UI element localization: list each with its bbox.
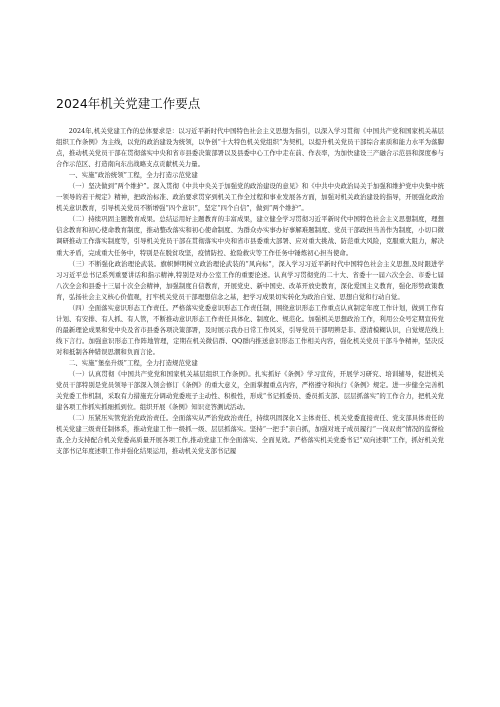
document-body bbox=[56, 126, 444, 457]
document-title: 2024年机关党建工作要点 bbox=[56, 96, 201, 111]
body-paragraph: （三）不断强化政治理论武装。旗帜鲜明树立政治理论武装的“风向标”，深入学习习近平新时代中国特色社会主义思想,及时跟进学习习近平总书记系列重要讲话和指示精神,特别是对办公室工作的重要论述。认真学习贯彻党的二十大、省委十一届六次全会、市委七届八次全会和县委十三届十次全会精神，加强制度自信教育，开展党史、新中国史、改革开放史教育，深化爱国主义教育，强化形势政策教育，弘扬社会主义核心价值观，打牢机关党员干部理想信念之基，把学习成果切实转化为政治自觉、思想自觉和行动自觉。 bbox=[56, 259, 444, 301]
intro-paragraph: 2024年,机关党建工作的总体要求是：以习近平新时代中国特色社会主义思想为指引，以深入学习贯彻《中国共产党和国家机关基层组织工作条例》为主线，以党的政治建设为统领，以争创“十大特色机关党组织”为契机，以提升机关党员干部综合素质和能力水平为落脚点，推动机关党员干部在贯彻落实中央和省市县委决策部署以及县委中心工作中走在前、作表率，为加快建设三产融合示范县和深度参与合作示范区、打造南向东出战略支点贡献机关力量。 bbox=[56, 127, 444, 169]
section-heading-2: 二、实施“堡垒升级”工程，全力打造规范党建 bbox=[68, 358, 198, 367]
body-paragraph: （一）坚决做到“两个维护”。深入贯彻《中共中央关于加强党的政治建设的意见》和《中共中央政治局关于加强和维护党中央集中统一领导的若干规定》精神，把政治标准、政治要求贯穿到机关工作全过程和事业发展各方面，加强对机关政治建设的指导，开展强化政治机关意识教育，引导机关党员不断增强“四个意识”，坚定“四个自信”，做到“两个维护”。 bbox=[56, 182, 444, 213]
body-paragraph: （一）认真贯彻《中国共产党党和国家机关基层组织工作条例》。扎实抓好《条例》学习宣传，开展学习研究、培训辅导，促进机关党员干部特别是党员领导干部深入领会修订《条例》的重大意义，全面掌握重点内容，严格遵守和执行《条例》规定。进一步健全完善机关党委工作机制，采取有力措施充分调动党委班子主动性、积极性，形成“书记抓委员、委员抓支部、层层抓落实”的工作合力，把机关党建各项工作抓实抓细抓到位。组织开展《条例》知识竞答测试活动。 bbox=[56, 370, 444, 412]
body-paragraph: （二）持续巩固主题教育成果。总结运用好主题教育的丰富成果，建立健全学习贯彻习近平新时代中国特色社会主义思想制度，理想信念教育和初心使命教育制度，推动整改落实和初心使命制度、为群众办实事办好事解难题制度、党员干部政担当善作为制度，小切口微调研推动工作落实制度等，引导机关党员干部在贯彻落实中央和省市县委重大部署、应对重大挑战、防范重大风险，克服重大阻力，解决重大矛盾，完成重大任务中，特别是在脱贫攻坚，疫情防控、抢险救灾等工作任务中锤炼初心担当使命。 bbox=[56, 215, 444, 257]
section-heading-1: 一、实施“政治统领”工程，全力打造示范党建 bbox=[68, 171, 198, 180]
body-paragraph: （二）压紧压实管党治党政治责任。全面落实从严治党政治责任，持续巩固深化Ｘ主体责任、机关党委直接责任、党支部具体责任的机关党建三级责任制体系，推动党建工作一级抓一级、层层抓落实。坚持“一把手”亲自抓，加强对班子成员履行“一岗双责”情况的监督检查,全力支持配合机关党委高质量开展各项工作,推动党建工作全面落实、全面见效。严格落实机关党委书记“双向述职”工作，抓好机关党支部书记年度述职工作并强化结果运用，推动机关党支部书记履 bbox=[56, 414, 444, 456]
body-paragraph: （四）全面落实意识形态工作责任。严格落实党委意识形态工作责任制，围绕意识形态工作重点认真制定年度工作计划，做到工作有计划、有安排、有人抓、有人管，不断推动意识形态工作责任具体化、制度化、规范化。加强机关思想政治工作，利用公众号定期宣传党的最新理论成果和党中央及省市县委各项决策部署，及时展示我办日常工作风采，引导党员干部明辨是非、澄清模糊认识，自觉规范线上线下言行。加强意识形态工作阵地管理，定期在机关微信群、QQ群内推送意识形态工作相关内容，强化机关党员干部斗争精神，坚决反对和抵制各种错误思潮和负面言论。 bbox=[56, 303, 444, 356]
